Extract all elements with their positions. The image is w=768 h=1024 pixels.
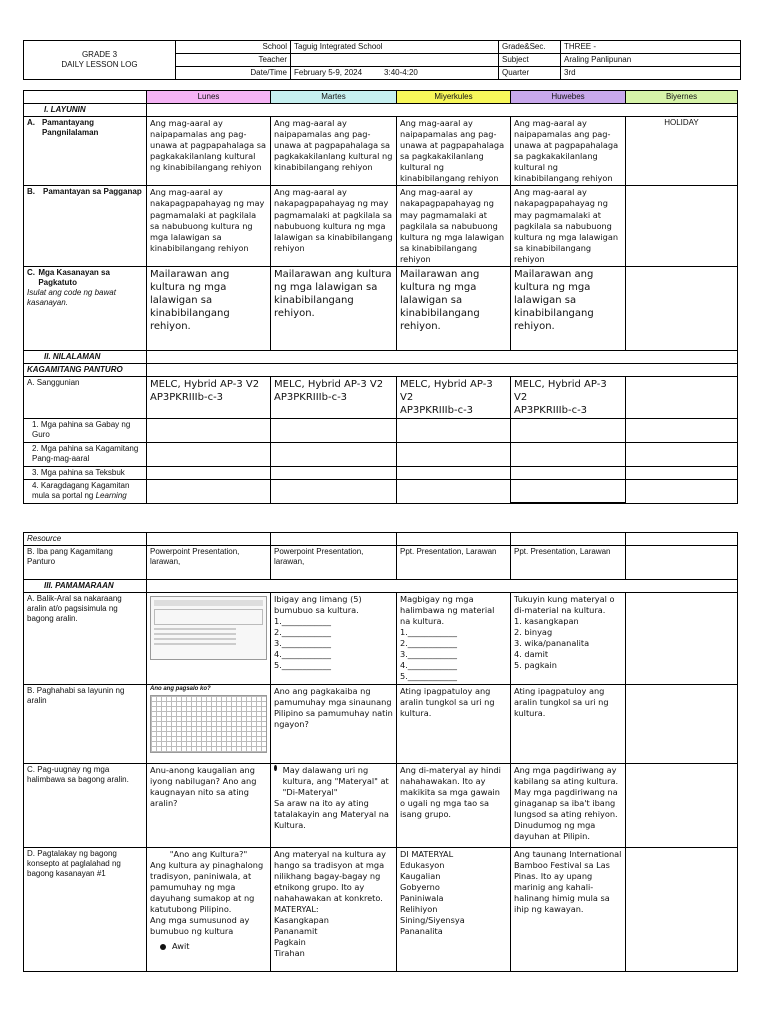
- day-header-lunes: Lunes: [147, 91, 271, 104]
- proc-c-martes-bullet: [274, 765, 393, 798]
- k4-italic: Learning: [95, 490, 127, 500]
- melc-text: MELC, Hybrid AP-3 V2: [514, 378, 607, 403]
- row-a-biyernes-holiday: HOLIDAY: [626, 117, 738, 186]
- k2-label: 2. Mga pahina sa Kagamitang Pang-mag-aaral: [24, 442, 147, 466]
- proc-a-huwebes: Tukuyin kung materyal o di-material na kultura. 1. kasangkapan 2. binyag 3. wika/pananalita 4. damit 5. pagkain: [511, 593, 626, 685]
- proc-d-lunes-bullet-text: Awit: [172, 941, 190, 951]
- section-pamamaraan: III. PAMAMARAAN: [24, 580, 147, 593]
- proc-b-biyernes: [626, 684, 738, 763]
- row-c-miyerkules: Mailarawan ang kultura ng mga lalawigan sa kinabibilangang rehiyon.: [397, 266, 511, 350]
- row-c-biyernes: [626, 266, 738, 350]
- proc-a-miyerkules: Magbigay ng mga halimbawa ng material na kultura. 1.____________ 2.____________ 3.____________ 4.____________ 5.____________: [397, 593, 511, 685]
- row-c-huwebes: Mailarawan ang kultura ng mga lalawigan sa kinabibilangang rehiyon.: [511, 266, 626, 350]
- section-nilalaman: II. NILALAMAN: [24, 350, 147, 363]
- proc-b-martes: Ano ang pagkakaiba ng pamumuhay mga sinaunang Pilipino sa pamumuhay natin ngayon?: [271, 684, 397, 763]
- teacher-label: Teacher: [176, 54, 291, 67]
- row-c-martes: Mailarawan ang kultura ng mga lalawigan sa kinabibilangang rehiyon.: [271, 266, 397, 350]
- k1-martes: [271, 418, 397, 442]
- time-value: 3:40-4:20: [384, 68, 418, 77]
- datetime-value: [291, 67, 499, 80]
- quarter-label: Quarter: [499, 67, 561, 80]
- proc-c-huwebes: Ang mga pagdiriwang ay kabilang sa ating kultura. May mga pagdiriwang na ginaganap sa iba't ibang lungsod sa ating rehiyon. Dinudumog ng mga dayuhan at Pilipin.: [511, 763, 626, 847]
- iba-lunes: Powerpoint Presentation, larawan,: [147, 546, 271, 580]
- row-c-title: Mga Kasanayan sa Pagkatuto: [38, 267, 110, 287]
- row-a-letter: A.: [27, 118, 35, 127]
- section-layunin: I. LAYUNIN: [24, 104, 147, 117]
- k2-huwebes: [511, 442, 626, 466]
- k3-biyernes: [626, 466, 738, 479]
- k1-label: 1. Mga pahina sa Gabay ng Guro: [24, 418, 147, 442]
- resource-huwebes: [511, 533, 626, 546]
- iba-huwebes: Ppt. Presentation, Larawan: [511, 546, 626, 580]
- teacher-value: [291, 54, 499, 67]
- k2-lunes: [147, 442, 271, 466]
- row-b-martes: Ang mag-aaral ay nakapagpapahayag ng may pagmamalaki at pagkilala sa nabubuong kultura ng mga lalawigan sa kinabibilangang rehiyon: [271, 186, 397, 266]
- bullet-icon: [160, 944, 166, 950]
- log-title: DAILY LESSON LOG: [61, 60, 138, 69]
- layunin-span: [147, 104, 738, 117]
- row-a-martes: Ang mag-aaral ay naipapamalas ang pag- unawa at pagpapahalaga sa pagkakakilanlang kultural ng kinabibilangang rehiyon: [271, 117, 397, 186]
- code-text: AP3PKRIIIb-c-3: [150, 391, 224, 403]
- resource-lunes: [147, 533, 271, 546]
- proc-d-biyernes: [626, 847, 738, 971]
- row-b-letter: B.: [27, 187, 35, 197]
- k1-biyernes: [626, 418, 738, 442]
- proc-b-huwebes: Ating ipagpatuloy ang aralin tungkol sa uri ng kultura.: [511, 684, 626, 763]
- sanggunian-huwebes: [511, 376, 626, 418]
- school-label: School: [176, 41, 291, 54]
- k4-label: [24, 479, 147, 503]
- code-text: AP3PKRIIIb-c-3: [274, 391, 348, 403]
- row-a-lunes: Ang mag-aaral ay naipapamalas ang pag- unawa at pagpapahalaga sa pagkakakilanlang kultural ng kinabibilangang rehiyon: [147, 117, 271, 186]
- k1-lunes: [147, 418, 271, 442]
- proc-d-label: D. Pagtalakay ng bagong konsepto at paglalahad ng bagong kasanayan #1: [24, 847, 147, 971]
- row-a-title: Pamantayang Pangnilalaman: [41, 118, 99, 137]
- proc-b-label: B. Paghahabi sa layunin ng aralin: [24, 684, 147, 763]
- date-value: February 5-9, 2024: [294, 68, 363, 77]
- row-b-label-cell: [24, 186, 147, 266]
- row-a-huwebes: Ang mag-aaral ay naipapamalas ang pag-unawa at pagpapahalaga sa pagkakakilanlang kultural ng kinabibilangang rehiyon: [511, 117, 626, 186]
- blank-corner: [24, 91, 147, 104]
- proc-c-lunes: Anu-anong kaugalian ang iyong nabilugan? Ano ang kaugnayan nito sa ating aralin?: [147, 763, 271, 847]
- sanggunian-label: A. Sanggunian: [24, 376, 147, 418]
- proc-a-martes: Ibigay ang limang (5) bumubuo sa kultura. 1.____________ 2.____________ 3.____________ 4.____________ 5.____________: [271, 593, 397, 685]
- k3-martes: [271, 466, 397, 479]
- nilalaman-span: [147, 350, 738, 363]
- row-a-miyerkules: Ang mag-aaral ay naipapamalas ang pag-unawa at pagpapahalaga sa pagkakakilanlang kultural ng kinabibilangang rehiyon: [397, 117, 511, 186]
- proc-d-lunes-text: Ang kultura ay pinaghalong tradisyon, paniniwala, at pamumuhay ng mga dayuhang sumakop at ng katutubong Pilipino. Ang mga sumusunod ay bumubuo ng kultura: [150, 859, 264, 936]
- row-b-huwebes: Ang mag-aaral ay nakapagpapahayag ng may pagmamalaki at pagkilala sa nabubuong kultura ng mga lalawigan sa kinabibilangang rehiyon: [511, 186, 626, 266]
- k4-text: 4. Karagdagang Kagamitan mula sa portal ng: [32, 480, 130, 500]
- row-b-biyernes: [626, 186, 738, 266]
- melc-text: MELC, Hybrid AP-3 V2: [400, 378, 493, 403]
- bullet-icon: [274, 765, 277, 771]
- resource-biyernes: [626, 533, 738, 546]
- proc-c-label: C. Pag-uugnay ng mga halimbawa sa bagong aralin.: [24, 763, 147, 847]
- proc-a-biyernes: [626, 593, 738, 685]
- row-b-title: Pamantayan sa Pagganap: [43, 187, 142, 197]
- pamamaraan-span: [147, 580, 738, 593]
- sanggunian-lunes: [147, 376, 271, 418]
- melc-text: MELC, Hybrid AP-3 V2: [274, 378, 384, 390]
- resource-label: Resource: [24, 533, 147, 546]
- row-c-lunes: Mailarawan ang kultura ng mga lalawigan sa kinabibilangang rehiyon.: [147, 266, 271, 350]
- day-header-miyerkules: Miyerkules: [397, 91, 511, 104]
- row-c-letter: C.: [27, 267, 35, 277]
- word-search-title: Ano ang pagsalo ko?: [150, 685, 211, 692]
- proc-d-lunes-bullet: [150, 941, 267, 952]
- row-b-miyerkules: Ang mag-aaral ay nakapagpapahayag ng may pagmamalaki at pagkilala sa nabubuong kultura ng mga lalawigan sa kinabibilangang rehiyon: [397, 186, 511, 266]
- kagamitan-span: [147, 363, 738, 376]
- k2-martes: [271, 442, 397, 466]
- resource-miyerkules: [397, 533, 511, 546]
- k4-biyernes: [626, 479, 738, 503]
- melc-text: MELC, Hybrid AP-3 V2: [150, 378, 260, 390]
- sanggunian-miyerkules: [397, 376, 511, 418]
- school-value: Taguig Integrated School: [291, 41, 499, 54]
- proc-b-lunes: [147, 684, 271, 763]
- proc-a-label: A. Balik-Aral sa nakaraang aralin at/o pagsisimula ng bagong aralin.: [24, 593, 147, 685]
- k1-miyerkules: [397, 418, 511, 442]
- proc-d-lunes-title: "Ano ang Kultura?": [169, 848, 248, 859]
- sanggunian-martes: [271, 376, 397, 418]
- iba-martes: Powerpoint Presentation, larawan,: [271, 546, 397, 580]
- code-text: AP3PKRIIIb-c-3: [514, 404, 588, 416]
- k3-lunes: [147, 466, 271, 479]
- word-search-image: [150, 695, 267, 753]
- row-c-note: Isulat ang code ng bawat kasanayan.: [27, 287, 116, 307]
- k4-huwebes: [511, 479, 626, 503]
- header-table: [23, 40, 741, 80]
- proc-c-martes-text: Sa araw na ito ay ating tatalakayin ang Materyal na Kultura.: [274, 797, 389, 830]
- proc-d-miyerkules: DI MATERYAL Edukasyon Kaugalian Gobyerno Paniniwala Relihiyon Sining/Siyensya Pananalita: [397, 847, 511, 971]
- sanggunian-biyernes: [626, 376, 738, 418]
- subject-value: Araling Panlipunan: [561, 54, 741, 67]
- proc-a-lunes: [147, 593, 271, 685]
- k3-huwebes: [511, 466, 626, 479]
- row-b-lunes: Ang mag-aaral ay nakapagpapahayag ng may pagmamalaki at pagkilala sa nabubuong kultura ng mga lalawigan sa kinabibilangang rehiyon: [147, 186, 271, 266]
- k3-label: 3. Mga pahina sa Teksbuk: [24, 466, 147, 479]
- k4-miyerkules: [397, 479, 511, 503]
- proc-c-biyernes: [626, 763, 738, 847]
- proc-d-lunes: [147, 847, 271, 971]
- grade-sec-label: Grade&Sec.: [499, 41, 561, 54]
- k4-lunes: [147, 479, 271, 503]
- k2-biyernes: [626, 442, 738, 466]
- row-a-label-cell: [24, 117, 147, 186]
- proc-c-martes-bullet-text: May dalawang uri ng kultura, ang "Materyal" at "Di-Materyal": [282, 764, 389, 797]
- grade-label: GRADE 3: [81, 50, 118, 59]
- worksheet-thumbnail: [150, 596, 267, 660]
- k2-miyerkules: [397, 442, 511, 466]
- grade-title-cell: [24, 41, 176, 80]
- proc-d-martes: Ang materyal na kultura ay hango sa tradisyon at mga nilikhang bagay-bagay ng etnikong grupo. Ito ay nahahawakan at konkreto. MATERYAL: Kasangkapan Pananamit Pagkain Tirahan: [271, 847, 397, 971]
- proc-b-miyerkules: Ating ipagpatuloy ang aralin tungkol sa uri ng kultura.: [397, 684, 511, 763]
- quarter-value: 3rd: [561, 67, 741, 80]
- k3-miyerkules: [397, 466, 511, 479]
- iba-miyerkules: Ppt. Presentation, Larawan: [397, 546, 511, 580]
- lesson-table-top: [23, 90, 738, 504]
- datetime-label: Date/Time: [176, 67, 291, 80]
- resource-martes: [271, 533, 397, 546]
- k4-martes: [271, 479, 397, 503]
- code-text: AP3PKRIIIb-c-3: [400, 404, 474, 416]
- lesson-table-bottom: [23, 532, 738, 972]
- day-header-martes: Martes: [271, 91, 397, 104]
- day-header-biyernes: Biyernes: [626, 91, 738, 104]
- iba-biyernes: [626, 546, 738, 580]
- grade-sec-value: THREE -: [561, 41, 741, 54]
- proc-c-miyerkules: Ang di-materyal ay hindi nahahawakan. Ito ay makikita sa mga gawain o ugali ng mga tao sa isang grupo.: [397, 763, 511, 847]
- k1-huwebes: [511, 418, 626, 442]
- subject-label: Subject: [499, 54, 561, 67]
- day-header-huwebes: Huwebes: [511, 91, 626, 104]
- iba-label: B. Iba pang Kagamitang Panturo: [24, 546, 147, 580]
- row-c-label-cell: [24, 266, 147, 350]
- section-kagamitan: KAGAMITANG PANTURO: [24, 363, 147, 376]
- proc-c-martes: [271, 763, 397, 847]
- proc-d-huwebes: Ang taunang International Bamboo Festival sa Las Pinas. Ito ay upang marinig ang kahali-halinang himig mula sa ihip ng kawayan.: [511, 847, 626, 971]
